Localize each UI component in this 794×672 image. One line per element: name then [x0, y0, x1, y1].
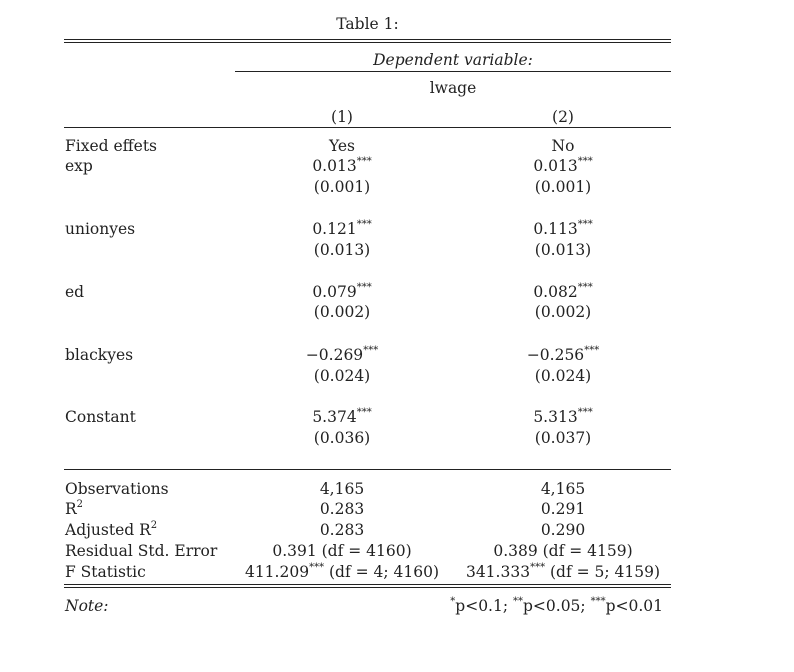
coefficient-blackyes-col1: [232, 346, 452, 364]
stderr-blackyes-col2: (0.024): [534, 367, 592, 385]
coef-value: 0.113: [533, 220, 578, 238]
significance-stars: ***: [356, 218, 372, 230]
residual-std-error-col1: 0.391 (df = 4160): [272, 542, 412, 560]
f-df: (df = 5; 4159): [545, 563, 661, 581]
f-df: (df = 4; 4160): [324, 563, 440, 581]
coefficient-unionyes-col1: [232, 220, 452, 238]
r2-col2: 0.291: [540, 500, 586, 518]
note-label: Note:: [65, 597, 109, 615]
fixed-effects-col1: Yes: [328, 137, 355, 155]
top-rule: [64, 39, 671, 40]
row-label-fixed-effects: Fixed effets: [65, 137, 158, 155]
coefficient-ed-col1: [232, 283, 452, 301]
significance-stars: ***: [309, 561, 325, 573]
coef-value: −0.269: [305, 346, 364, 364]
f-statistic-col1: [232, 563, 452, 581]
f-statistic-col2: [452, 563, 674, 581]
stderr-ed-col2: (0.002): [534, 303, 592, 321]
significance-stars: ***: [356, 281, 372, 293]
table-caption: Table 1:: [336, 15, 399, 33]
adjusted-r2-col1: 0.283: [319, 521, 365, 539]
coefficient-unionyes-col2: [452, 220, 674, 238]
row-label-blackyes: blackyes: [65, 346, 134, 364]
coef-value: 0.079: [312, 283, 357, 301]
r2-superscript: 2: [76, 498, 84, 510]
dependent-variable-rule: [235, 71, 671, 72]
significance-stars: ***: [577, 155, 593, 167]
header-rule: [64, 127, 671, 128]
dependent-variable-label: Dependent variable:: [373, 51, 533, 69]
adjusted-r2-label: Adjusted R: [65, 521, 151, 539]
stderr-blackyes-col1: (0.024): [313, 367, 371, 385]
significance-stars: ***: [356, 155, 372, 167]
f-value: 411.209: [244, 563, 310, 581]
row-label-r2: [65, 500, 83, 518]
coefficient-blackyes-col2: [452, 346, 674, 364]
row-label-f-statistic: F Statistic: [65, 563, 146, 581]
note-star-1: *: [450, 595, 456, 607]
stderr-constant-col1: (0.036): [313, 429, 371, 447]
coef-value: 0.082: [533, 283, 578, 301]
significance-stars: ***: [577, 406, 593, 418]
r2-label: R: [65, 500, 77, 518]
r2-col1: 0.283: [319, 500, 365, 518]
significance-stars: ***: [577, 218, 593, 230]
row-label-ed: ed: [65, 283, 85, 301]
coef-value: −0.256: [526, 346, 585, 364]
stderr-constant-col2: (0.037): [534, 429, 592, 447]
column-number-1: (1): [331, 108, 353, 126]
coef-value: 5.313: [533, 408, 578, 426]
adjusted-r2-col2: 0.290: [540, 521, 586, 539]
significance-stars: ***: [363, 344, 379, 356]
row-label-constant: Constant: [65, 408, 136, 426]
note-star-3: ***: [590, 595, 606, 607]
coefficient-constant-col1: [232, 408, 452, 426]
significance-stars: ***: [530, 561, 546, 573]
coefficient-exp-col1: [232, 157, 452, 175]
bottom-rule: [64, 584, 671, 585]
note-text-1: p<0.1;: [455, 597, 513, 615]
stats-rule: [64, 469, 671, 470]
significance-stars: ***: [584, 344, 600, 356]
coef-value: 0.121: [312, 220, 357, 238]
bottom-rule-2: [64, 587, 671, 588]
coefficient-ed-col2: [452, 283, 674, 301]
stderr-unionyes-col1: (0.013): [313, 241, 371, 259]
coef-value: 0.013: [312, 157, 357, 175]
row-label-observations: Observations: [65, 480, 169, 498]
note-text-3: p<0.01: [605, 597, 663, 615]
stderr-exp-col2: (0.001): [534, 178, 592, 196]
row-label-adjusted-r2: [65, 521, 157, 539]
note-text-2: p<0.05;: [523, 597, 591, 615]
coef-value: 5.374: [312, 408, 357, 426]
stderr-ed-col1: (0.002): [313, 303, 371, 321]
stderr-unionyes-col2: (0.013): [534, 241, 592, 259]
residual-std-error-col2: 0.389 (df = 4159): [493, 542, 633, 560]
top-rule-2: [64, 42, 671, 43]
observations-col2: 4,165: [540, 480, 586, 498]
f-value: 341.333: [465, 563, 531, 581]
row-label-unionyes: unionyes: [65, 220, 136, 238]
adjusted-r2-superscript: 2: [150, 519, 158, 531]
dependent-variable-name: lwage: [429, 79, 477, 97]
significance-stars: ***: [356, 406, 372, 418]
column-number-2: (2): [552, 108, 574, 126]
row-label-exp: exp: [65, 157, 93, 175]
note-star-2: **: [513, 595, 523, 607]
significance-stars: ***: [577, 281, 593, 293]
row-label-residual-std-error: Residual Std. Error: [65, 542, 218, 560]
significance-note: [450, 597, 663, 615]
coefficient-constant-col2: [452, 408, 674, 426]
coefficient-exp-col2: [452, 157, 674, 175]
coef-value: 0.013: [533, 157, 578, 175]
fixed-effects-col2: No: [551, 137, 575, 155]
observations-col1: 4,165: [319, 480, 365, 498]
stderr-exp-col1: (0.001): [313, 178, 371, 196]
